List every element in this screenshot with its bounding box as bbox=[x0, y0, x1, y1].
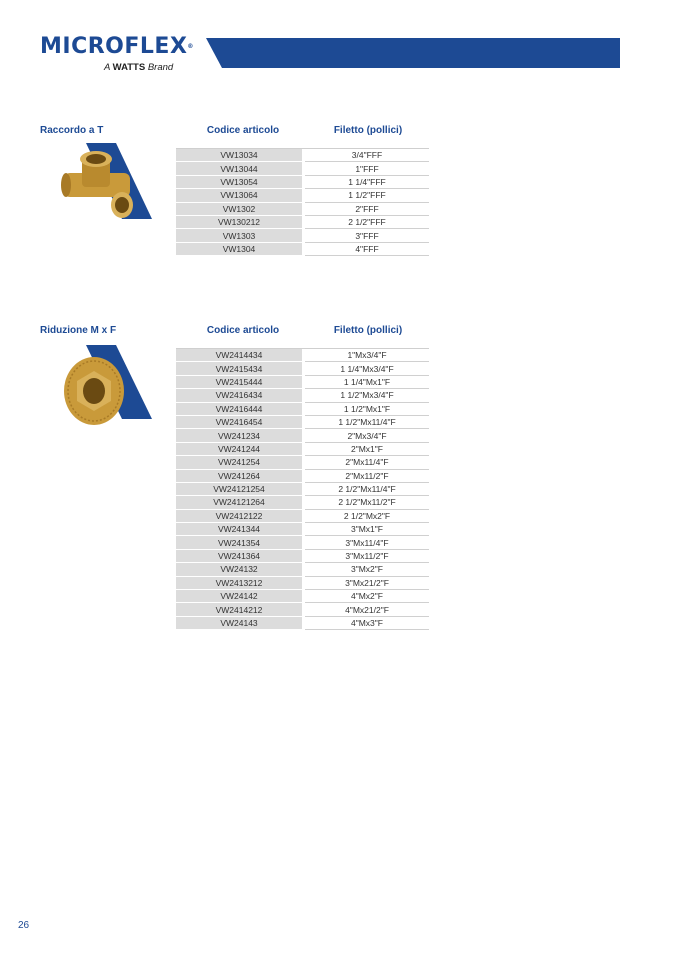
table-row bbox=[176, 523, 429, 536]
article-code-cell: VW2416444 bbox=[176, 402, 302, 415]
thread-size-cell: 3"FFF bbox=[305, 229, 429, 242]
thread-size-cell: 2"Mx3/4"F bbox=[305, 429, 429, 442]
column-header-thread: Filetto (pollici) bbox=[333, 325, 403, 336]
table-row bbox=[176, 402, 429, 415]
article-code-cell: VW241344 bbox=[176, 523, 302, 536]
column-header-code: Codice articolo bbox=[206, 325, 280, 336]
article-code-cell: VW241244 bbox=[176, 442, 302, 455]
table-row bbox=[176, 496, 429, 509]
thread-size-cell: 2 1/2"Mx2"F bbox=[305, 509, 429, 522]
article-code-cell: VW2415444 bbox=[176, 375, 302, 388]
article-code-cell: VW241254 bbox=[176, 456, 302, 469]
article-code-cell: VW241264 bbox=[176, 469, 302, 482]
thread-size-cell: 1 1/2"Mx11/4"F bbox=[305, 415, 429, 428]
table-row bbox=[176, 442, 429, 455]
table-row bbox=[176, 482, 429, 495]
table-row bbox=[176, 549, 429, 562]
table-row bbox=[176, 349, 429, 362]
thread-size-cell: 4"FFF bbox=[305, 242, 429, 255]
table-row bbox=[176, 229, 429, 242]
thread-size-cell: 1 1/4"Mx1"F bbox=[305, 375, 429, 388]
table-row bbox=[176, 242, 429, 255]
table-row bbox=[176, 362, 429, 375]
article-code-cell: VW1304 bbox=[176, 242, 302, 255]
article-code-cell: VW2415434 bbox=[176, 362, 302, 375]
article-code-cell: VW1303 bbox=[176, 229, 302, 242]
microflex-logo bbox=[40, 34, 194, 73]
table-row bbox=[176, 509, 429, 522]
thread-size-cell: 2"Mx11/4"F bbox=[305, 456, 429, 469]
article-code-cell: VW24121264 bbox=[176, 496, 302, 509]
article-code-cell: VW2414434 bbox=[176, 349, 302, 362]
table-row bbox=[176, 603, 429, 616]
thread-size-cell: 2 1/2"Mx11/4"F bbox=[305, 482, 429, 495]
column-header-thread: Filetto (pollici) bbox=[333, 125, 403, 136]
table-row bbox=[176, 215, 429, 228]
table-row bbox=[176, 590, 429, 603]
article-code-cell: VW130212 bbox=[176, 215, 302, 228]
article-code-cell: VW241364 bbox=[176, 549, 302, 562]
thread-size-cell: 2"FFF bbox=[305, 202, 429, 215]
article-code-cell: VW2414212 bbox=[176, 603, 302, 616]
thread-size-cell: 2 1/2"Mx11/2"F bbox=[305, 496, 429, 509]
header-banner bbox=[206, 38, 620, 68]
thread-size-cell: 3"Mx1"F bbox=[305, 523, 429, 536]
watts-brand-tagline: A WATTS Brand bbox=[104, 62, 174, 73]
article-code-cell: VW24143 bbox=[176, 616, 302, 629]
thread-size-cell: 1"Mx3/4"F bbox=[305, 349, 429, 362]
thread-size-cell: 1 1/4"FFF bbox=[305, 175, 429, 188]
thread-size-cell: 2"Mx1"F bbox=[305, 442, 429, 455]
reducer-table bbox=[176, 348, 429, 630]
thread-size-cell: 1 1/2"FFF bbox=[305, 189, 429, 202]
thread-size-cell: 4"Mx21/2"F bbox=[305, 603, 429, 616]
table-row bbox=[176, 616, 429, 629]
article-code-cell: VW241234 bbox=[176, 429, 302, 442]
table-row bbox=[176, 456, 429, 469]
table-row bbox=[176, 162, 429, 175]
table-row bbox=[176, 576, 429, 589]
table-row bbox=[176, 429, 429, 442]
thread-size-cell: 1 1/2"Mx3/4"F bbox=[305, 389, 429, 402]
table-row bbox=[176, 469, 429, 482]
section-title-tee: Raccordo a T bbox=[40, 125, 104, 136]
thread-size-cell: 1 1/2"Mx1"F bbox=[305, 402, 429, 415]
brass-reducer-bushing-icon bbox=[56, 345, 156, 435]
table-row bbox=[176, 375, 429, 388]
logo-wordmark: MICROFLEX® bbox=[40, 34, 194, 59]
brass-tee-fitting-icon bbox=[56, 143, 156, 221]
article-code-cell: VW13034 bbox=[176, 149, 302, 162]
thread-size-cell: 3"Mx21/2"F bbox=[305, 576, 429, 589]
article-code-cell: VW24132 bbox=[176, 563, 302, 576]
table-row bbox=[176, 415, 429, 428]
thread-size-cell: 1"FFF bbox=[305, 162, 429, 175]
tee-table bbox=[176, 148, 429, 256]
table-row bbox=[176, 536, 429, 549]
thread-size-cell: 3"Mx11/4"F bbox=[305, 536, 429, 549]
article-code-cell: VW241354 bbox=[176, 536, 302, 549]
table-row bbox=[176, 563, 429, 576]
article-code-cell: VW13054 bbox=[176, 175, 302, 188]
table-row bbox=[176, 149, 429, 162]
thread-size-cell: 3/4"FFF bbox=[305, 149, 429, 162]
article-code-cell: VW24142 bbox=[176, 590, 302, 603]
thread-size-cell: 2"Mx11/2"F bbox=[305, 469, 429, 482]
page-number: 26 bbox=[18, 920, 30, 931]
column-header-code: Codice articolo bbox=[206, 125, 280, 136]
article-code-cell: VW24121254 bbox=[176, 482, 302, 495]
thread-size-cell: 4"Mx3"F bbox=[305, 616, 429, 629]
article-code-cell: VW2412122 bbox=[176, 509, 302, 522]
article-code-cell: VW2413212 bbox=[176, 576, 302, 589]
article-code-cell: VW2416454 bbox=[176, 415, 302, 428]
article-code-cell: VW1302 bbox=[176, 202, 302, 215]
article-code-cell: VW13064 bbox=[176, 189, 302, 202]
table-row bbox=[176, 189, 429, 202]
article-code-cell: VW13044 bbox=[176, 162, 302, 175]
thread-size-cell: 3"Mx2"F bbox=[305, 563, 429, 576]
article-code-cell: VW2416434 bbox=[176, 389, 302, 402]
thread-size-cell: 4"Mx2"F bbox=[305, 590, 429, 603]
thread-size-cell: 1 1/4"Mx3/4"F bbox=[305, 362, 429, 375]
thread-size-cell: 3"Mx11/2"F bbox=[305, 549, 429, 562]
table-row bbox=[176, 202, 429, 215]
table-row bbox=[176, 389, 429, 402]
table-row bbox=[176, 175, 429, 188]
thread-size-cell: 2 1/2"FFF bbox=[305, 215, 429, 228]
section-title-reducer: Riduzione M x F bbox=[40, 325, 117, 336]
